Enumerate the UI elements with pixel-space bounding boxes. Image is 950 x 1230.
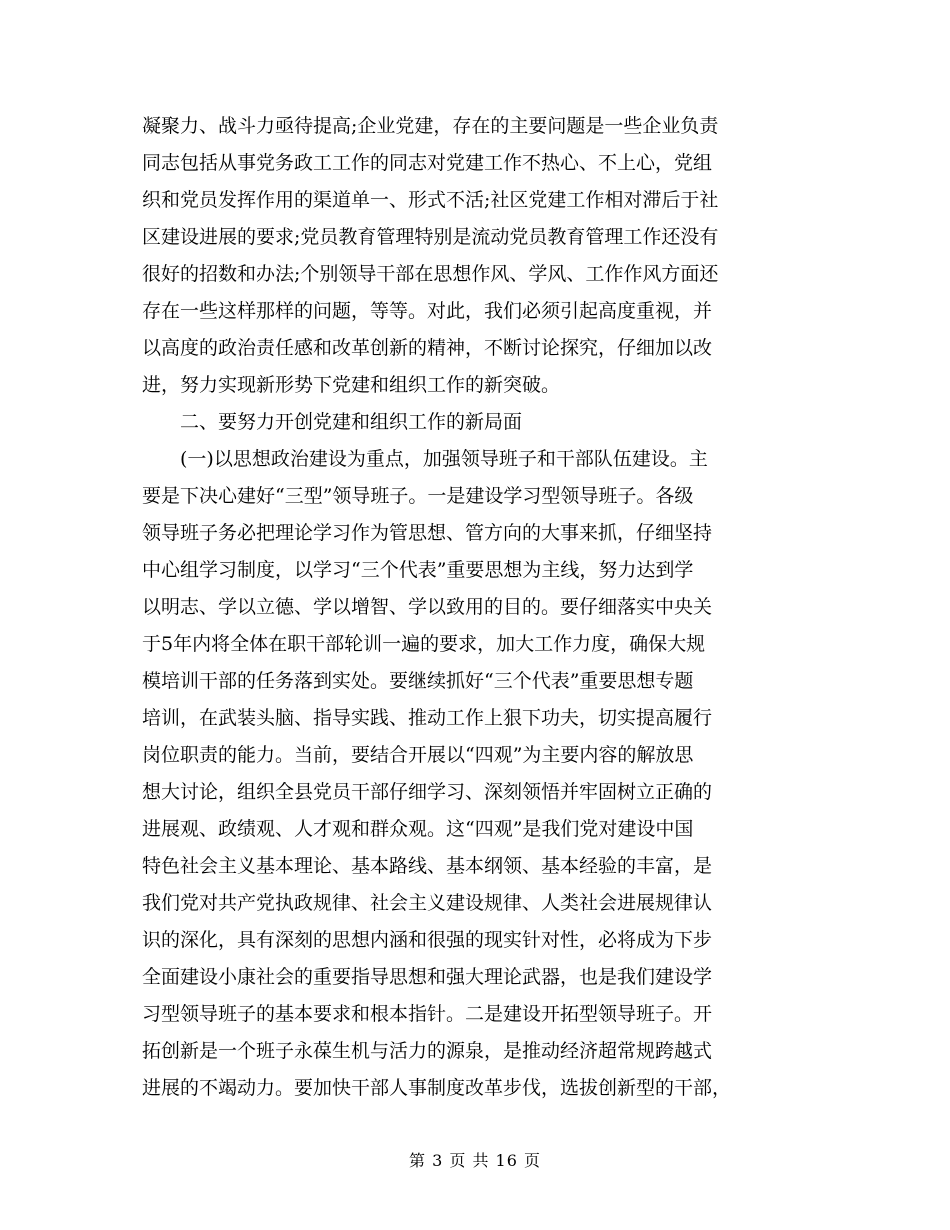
- text-line: 中心组学习制度，以学习“三个代表”重要思想为主线，努力达到学: [142, 559, 694, 581]
- text-line: 存在一些这样那样的问题，等等。对此，我们必须引起高度重视，并: [142, 300, 713, 322]
- text-line: 培训，在武装头脑、指导实践、推动工作上狠下功夫，切实提高履行: [142, 707, 713, 729]
- text-line: 岗位职责的能力。当前，要结合开展以“四观”为主要内容的解放思: [142, 744, 694, 766]
- paragraph-start-line: 二、要努力开创党建和组织工作的新局面: [180, 411, 523, 433]
- text-line: 要是下决心建好“三型”领导班子。一是建设学习型领导班子。各级: [142, 485, 694, 507]
- text-line: 全面建设小康社会的重要指导思想和强大理论武器，也是我们建设学: [142, 966, 713, 988]
- text-line: 领导班子务必把理论学习作为管思想、管方向的大事来抓，仔细坚持: [142, 522, 713, 544]
- text-line: 特色社会主义基本理论、基本路线、基本纲领、基本经验的丰富，是: [142, 855, 713, 877]
- text-line: 习型领导班子的基本要求和根本指针。二是建设开拓型领导班子。开: [142, 1003, 713, 1025]
- text-line: 织和党员发挥作用的渠道单一、形式不活;社区党建工作相对滞后于社: [142, 189, 719, 211]
- text-line: 凝聚力、战斗力亟待提高;企业党建，存在的主要问题是一些企业负责: [142, 115, 719, 137]
- text-line: 区建设进展的要求;党员教育管理特别是流动党员教育管理工作还没有: [142, 226, 719, 248]
- text-line: 以高度的政治责任感和改革创新的精神，不断讨论探究，仔细加以改: [142, 337, 713, 359]
- text-line: 同志包括从事党务政工工作的同志对党建工作不热心、不上心，党组: [142, 152, 713, 174]
- text-line: 想大讨论，组织全县党员干部仔细学习、深刻领悟并牢固树立正确的: [142, 781, 713, 803]
- text-line: 于5年内将全体在职干部轮训一遍的要求，加大工作力度，确保大规: [142, 633, 706, 655]
- paragraph-start-line: (一)以思想政治建设为重点，加强领导班子和干部队伍建设。主: [180, 448, 708, 470]
- page-footer: 第 3 页 共 16 页: [409, 1151, 541, 1170]
- text-line: 模培训干部的任务落到实处。要继续抓好“三个代表”重要思想专题: [142, 670, 694, 692]
- text-line: 进，努力实现新形势下党建和组织工作的新突破。: [142, 374, 561, 396]
- text-line: 拓创新是一个班子永葆生机与活力的源泉，是推动经济超常规跨越式: [142, 1040, 713, 1062]
- text-line: 我们党对共产党执政规律、社会主义建设规律、人类社会进展规律认: [142, 892, 713, 914]
- text-line: 进展观、政绩观、人才观和群众观。这“四观”是我们党对建设中国: [142, 818, 694, 840]
- document-body: [142, 108, 810, 1107]
- text-line: 识的深化，具有深刻的思想内涵和很强的现实针对性，必将成为下步: [142, 929, 713, 951]
- text-line: 很好的招数和办法;个别领导干部在思想作风、学风、工作作风方面还: [142, 263, 719, 285]
- text-line: 进展的不竭动力。要加快干部人事制度改革步伐，选拔创新型的干部，: [142, 1077, 732, 1099]
- text-line: 以明志、学以立德、学以增智、学以致用的目的。要仔细落实中央关: [142, 596, 713, 618]
